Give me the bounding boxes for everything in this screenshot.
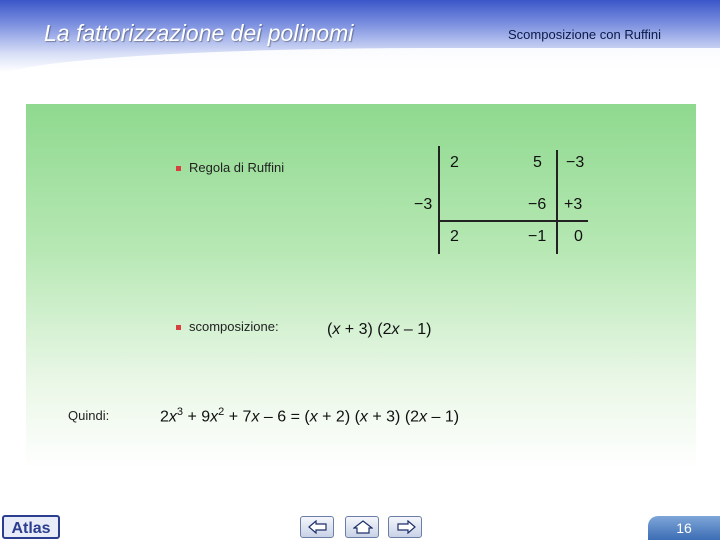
ruffini-r3c1: 2	[450, 228, 459, 245]
bullet-scomposizione	[176, 319, 279, 334]
arrow-right-icon	[396, 520, 416, 534]
atlas-logo: Atlas	[2, 515, 60, 539]
ruffini-r2c3: +3	[564, 196, 583, 213]
home-button[interactable]	[345, 516, 379, 538]
factorization-result: (x + 3) (2x – 1)	[327, 321, 432, 338]
home-icon	[353, 520, 373, 534]
next-button[interactable]	[388, 516, 422, 538]
bullet-scomposizione-label: scomposizione:	[189, 319, 279, 334]
ruffini-r1c3: −3	[566, 154, 585, 171]
slide-subtitle: Scomposizione con Ruffini	[508, 27, 661, 42]
ruffini-r1c1: 2	[450, 154, 459, 171]
ruffini-r3c2: −1	[528, 228, 547, 245]
ruffini-r1c2: 5	[533, 154, 542, 171]
slide-title: La fattorizzazione dei polinomi	[44, 20, 354, 46]
ruffini-left-bar	[438, 146, 440, 254]
ruffini-r2c2: −6	[528, 196, 547, 213]
page-number: 16	[648, 516, 720, 540]
quindi-label: Quindi:	[68, 408, 110, 423]
ruffini-root: −3	[414, 196, 433, 213]
final-equation: $2x^3 + 9x^2 + 7x - 6 = (x + 2) (x + 3)$ (2x – 1)	[160, 406, 460, 426]
bullet-ruffini-label: Regola di Ruffini	[189, 160, 285, 175]
arrow-left-icon	[308, 520, 328, 534]
bullet-marker	[176, 325, 181, 330]
ruffini-sum-line	[438, 220, 588, 222]
ruffini-r3c3: 0	[574, 228, 583, 245]
bullet-marker	[176, 166, 181, 171]
ruffini-right-bar	[556, 150, 558, 254]
bullet-ruffini	[176, 160, 284, 175]
prev-button[interactable]	[300, 516, 334, 538]
